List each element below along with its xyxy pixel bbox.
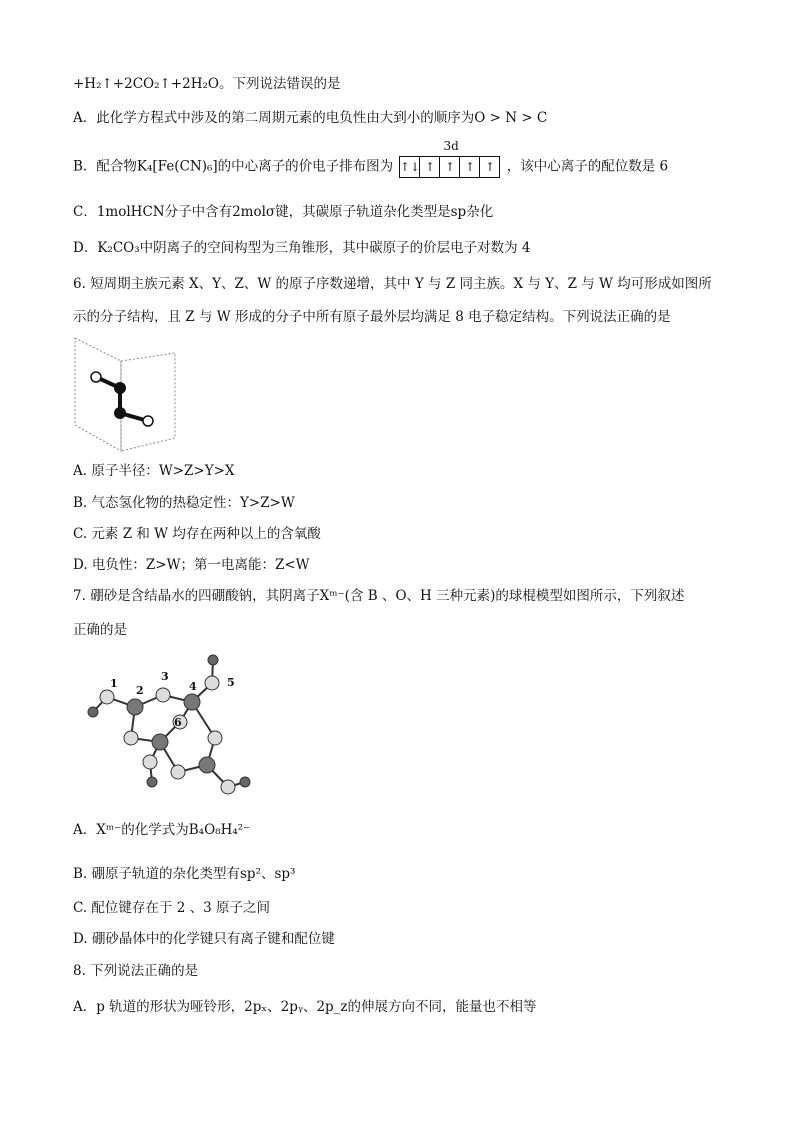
q7-option-d: D. 硼砂晶体中的化学键只有离子键和配位键	[73, 931, 335, 947]
q6-stem-line2: 示的分子结构，且 Z 与 W 形成的分子中所有原子最外层均满足 8 电子稳定结构。下列说法正确的是	[73, 309, 671, 325]
orbital-cell: ↑	[460, 157, 480, 177]
orbital-cell: ↑	[420, 157, 440, 177]
q7-ball-stick-model	[70, 650, 270, 800]
q7-option-a: A．Xᵐ⁻的化学式为B₄O₈H₄²⁻	[73, 822, 251, 838]
q5-option-c: C．1molHCN分子中含有2molσ键，其碳原子轨道杂化类型是sp杂化	[73, 204, 494, 220]
orbital-cell: ↑	[440, 157, 460, 177]
q7-stem-line2: 正确的是	[73, 622, 127, 638]
orbital-cell: ↑	[484, 160, 495, 174]
q7-option-c: C. 配位键存在于 2 、3 原子之间	[73, 900, 270, 916]
q5-option-a: A．此化学方程式中涉及的第二周期元素的电负性由大到小的顺序为O > N > C	[73, 110, 548, 126]
q6-option-b: B. 气态氢化物的热稳定性：Y>Z>W	[73, 495, 295, 511]
q7-stem-line1: 7. 硼砂是含结晶水的四硼酸钠，其阴离子Xᵐ⁻(含 B 、O、H 三种元素)的球棍模型如图所示，下列叙述	[73, 588, 685, 604]
q5-option-b-text: B．配合物K₄[Fe(CN)₆]的中心离子的价电子排布图为	[73, 158, 394, 175]
orbital-diagram	[397, 139, 502, 178]
orbital-cell: ↑↓	[400, 157, 420, 177]
model-label-4: 4	[189, 680, 197, 693]
q6-stem-line1: 6. 短周期主族元素 X、Y、Z、W 的原子序数递增，其中 Y 与 Z 同主族。X 与 Y、Z 与 W 均可形成如图所	[73, 276, 712, 292]
orbital-label: 3d	[443, 139, 459, 153]
model-label-2: 2	[136, 684, 144, 697]
q6-option-c: C. 元素 Z 和 W 均存在两种以上的含氧酸	[73, 526, 321, 542]
model-label-3: 3	[161, 670, 169, 683]
q6-option-d: D. 电负性：Z>W；第一电离能：Z<W	[73, 557, 310, 573]
model-label-1: 1	[110, 677, 118, 690]
q5-option-b	[73, 139, 669, 178]
q5-option-b-tail: ，该中心离子的配位数是 6	[506, 158, 669, 175]
q8-stem: 8. 下列说法正确的是	[73, 963, 199, 979]
model-label-5: 5	[227, 676, 235, 689]
equation-tail-text: +H₂↑+2CO₂↑+2H₂O。下列说法错误的是	[73, 76, 341, 92]
q7-option-b: B. 硼原子轨道的杂化类型有sp²、sp³	[73, 866, 296, 882]
q8-option-a: A．p 轨道的形状为哑铃形，2pₓ、2pᵧ、2p_z的伸展方向不同，能量也不相等	[73, 999, 537, 1015]
q6-option-a: A. 原子半径：W>Z>Y>X	[73, 463, 235, 479]
model-label-6: 6	[174, 716, 182, 729]
q5-option-d: D．K₂CO₃中阴离子的空间构型为三角锥形，其中碳原子的价层电子对数为 4	[73, 240, 531, 256]
q6-molecule-figure	[68, 333, 188, 458]
